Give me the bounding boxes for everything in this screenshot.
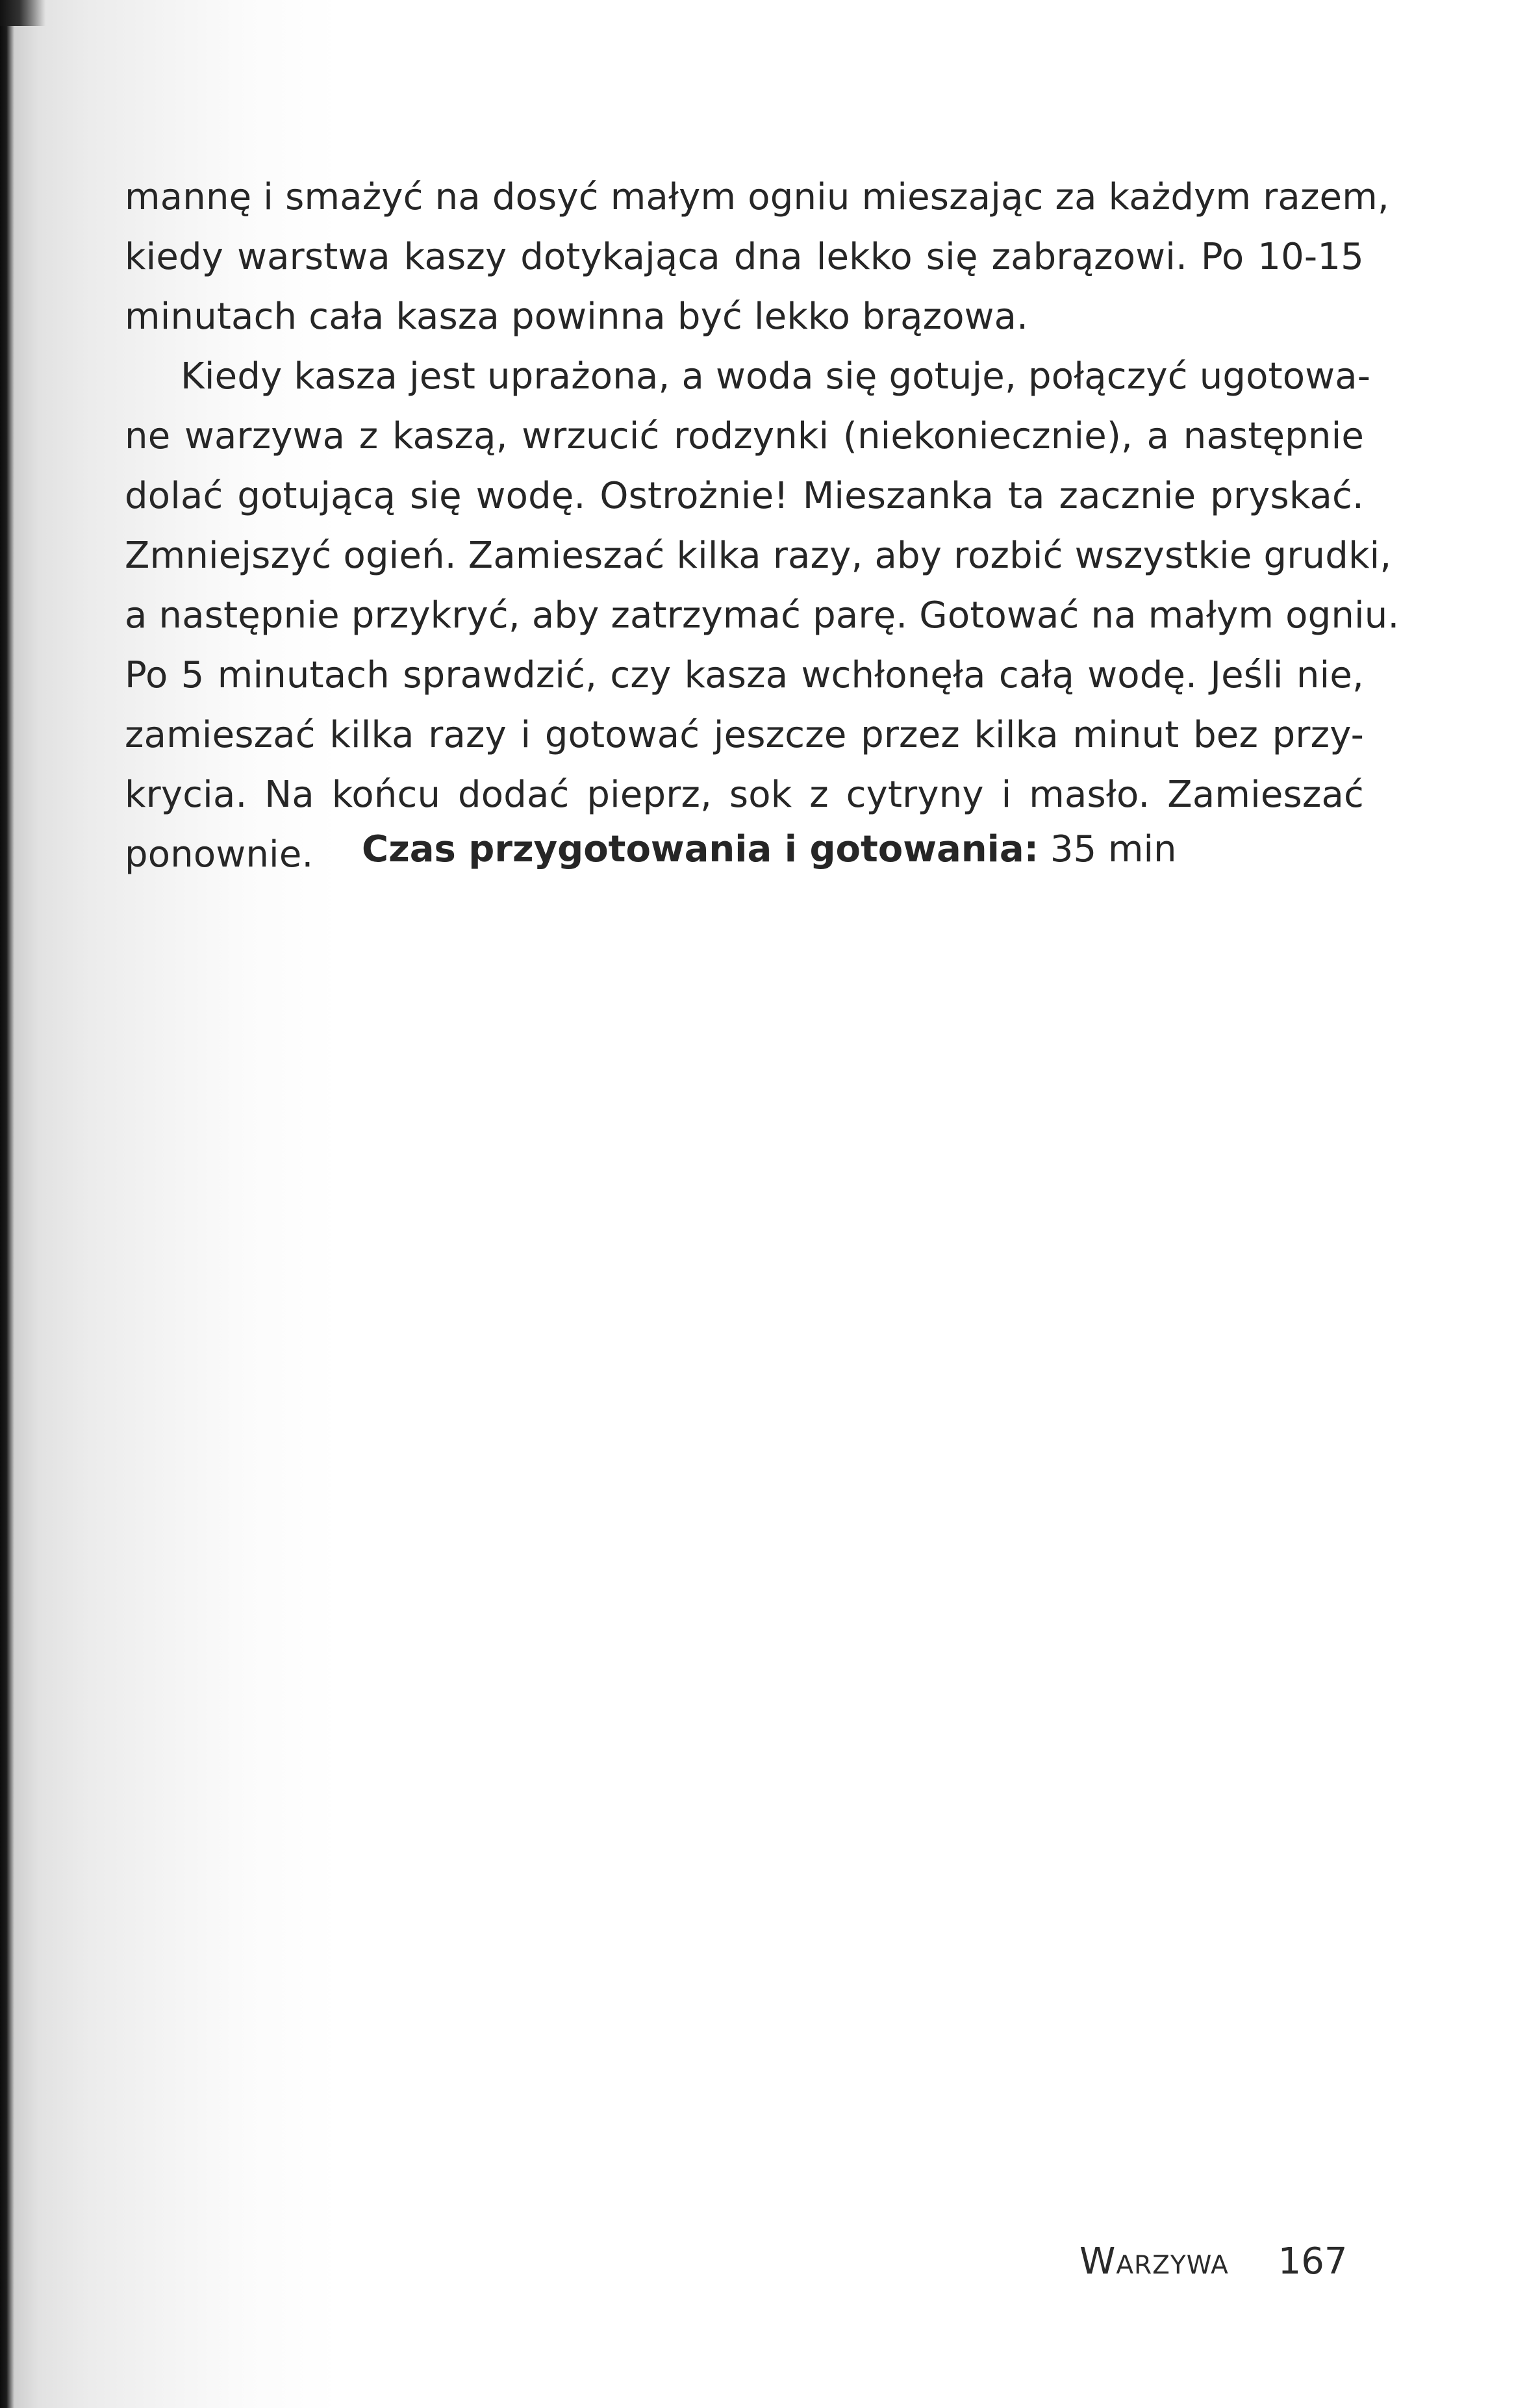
text-line: Kiedy kasza jest uprażona, a woda się gotuje, połączyć ugotowa- — [181, 355, 1371, 398]
page-number: 167 — [1278, 2240, 1348, 2283]
text-line: krycia. Na końcu dodać pieprz, sok z cytryny i masło. Zamieszać — [125, 774, 1364, 816]
recipe-instructions — [125, 168, 1400, 885]
preparation-time-label: Czas przygotowania i gotowania: — [362, 828, 1039, 870]
text-line: ponownie. — [125, 833, 314, 876]
text-line: Po 5 minutach sprawdzić, czy kasza wchłonęła całą wodę. Jeśli nie, — [125, 654, 1364, 696]
preparation-time — [362, 820, 1177, 880]
running-footer-section: Warzywa — [1079, 2240, 1229, 2283]
preparation-time-value: 35 min — [1050, 828, 1177, 870]
text-line: a następnie przykryć, aby zatrzymać parę. Gotować na małym ogniu. — [125, 594, 1400, 637]
text-line: mannę i smażyć na dosyć małym ogniu mieszając za każdym razem, — [125, 176, 1389, 218]
text-line: ne warzywa z kaszą, wrzucić rodzynki (niekoniecznie), a następnie — [125, 415, 1364, 457]
page-footer — [1079, 2236, 1348, 2288]
text-line: zamieszać kilka razy i gotować jeszcze przez kilka minut bez przy- — [125, 714, 1364, 756]
text-line: dolać gotującą się wodę. Ostrożnie! Mieszanka ta zacznie pryskać. — [125, 475, 1364, 517]
text-line: minutach cała kasza powinna być lekko brązowa. — [125, 296, 1029, 338]
text-line: Zmniejszyć ogień. Zamieszać kilka razy, aby rozbić wszystkie grudki, — [125, 535, 1392, 577]
text-line: kiedy warstwa kaszy dotykająca dna lekko się zabrązowi. Po 10-15 — [125, 236, 1364, 278]
